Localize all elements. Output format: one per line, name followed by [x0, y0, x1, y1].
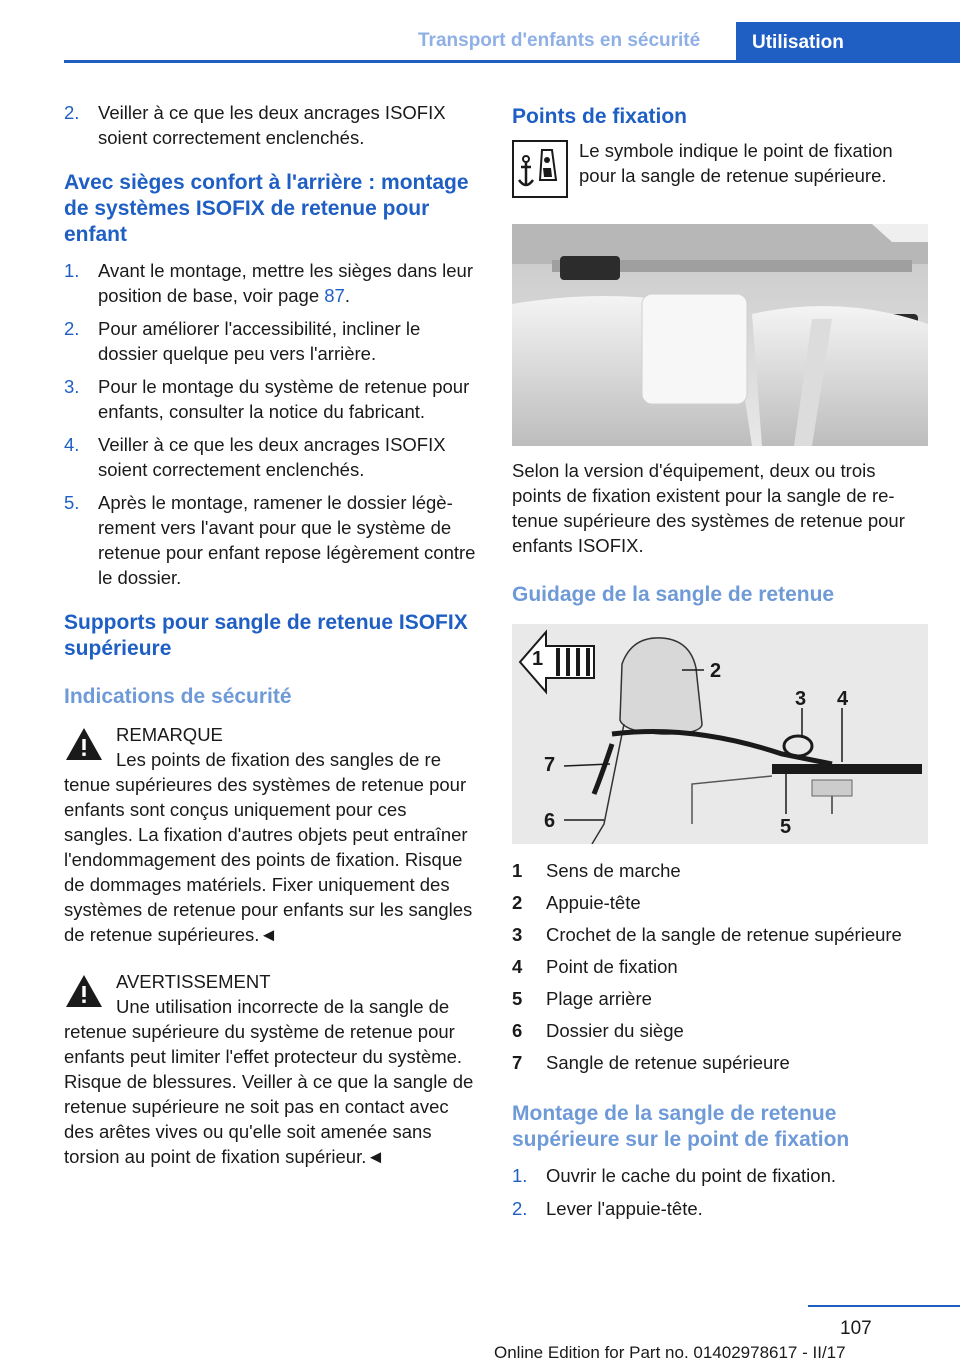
diagram-label-1: 1 [532, 648, 544, 670]
legend-text: Sangle de retenue supérieure [546, 1052, 790, 1073]
legend-item [512, 858, 928, 883]
heading-mounting-strap: Montage de la sangle de retenue supérieure sur le point de fixation [512, 1102, 850, 1151]
legend-text: Crochet de la sangle de retenue supérieure [546, 924, 902, 945]
list-text-end: . [344, 285, 350, 306]
legend-number: 4 [512, 956, 523, 977]
warning-triangle-icon [64, 973, 104, 1009]
heading-isofix-supports: Supports pour sangle de retenue ISOFIX supérieure [64, 611, 468, 660]
legend-item [512, 1050, 928, 1075]
diagram-label-6: 6 [544, 810, 556, 832]
footer-rule [808, 1305, 960, 1307]
header-section-title: Transport d'enfants en sécurité [418, 30, 701, 51]
list-number: 1. [64, 260, 80, 281]
symbol-row [512, 138, 928, 198]
notice-first-line: Les points de fixation des sangles de re [116, 749, 441, 770]
isofix-anchor-symbol-icon [512, 140, 568, 198]
list-number: 4. [64, 434, 80, 455]
notice-body: tenue supérieures des systèmes de retenue pour enfants sont conçus uniquement pour ces sangles. La fixation d'autres objets peut entraîner l'endommagement des points de fixation. Risque de dommages matériels. Fixer uniquement des systèmes de retenue pour enfants sur les sangles de retenue supérieures.◄ [64, 774, 473, 945]
list-text-main: Avant le montage, mettre les sièges dans leur position de base, voir page [98, 260, 474, 306]
list-item [64, 374, 480, 424]
page-link[interactable]: 87 [324, 285, 345, 306]
list-text [98, 258, 480, 308]
legend-number: 2 [512, 892, 523, 913]
header-chapter-tab[interactable]: Utilisation [736, 22, 960, 60]
diagram-label-7: 7 [544, 754, 556, 776]
list-item [64, 490, 480, 590]
list-number: 2. [64, 318, 80, 339]
right-column [512, 104, 928, 1229]
heading-strap-routing: Guidage de la sangle de retenue [512, 583, 835, 606]
legend-item [512, 1018, 928, 1043]
legend-item [512, 986, 928, 1011]
heading-safety: Indications de sécurité [64, 685, 292, 708]
list-number: 2. [64, 102, 80, 123]
list-text: Veiller à ce que les deux ancrages ISOFIX soient correctement enclenchés. [98, 434, 446, 480]
legend-number: 3 [512, 924, 523, 945]
list-item [64, 316, 480, 366]
rear-shelf-photo [512, 224, 928, 446]
diagram-label-3: 3 [795, 688, 807, 710]
list-item [512, 1163, 928, 1188]
strap-routing-diagram [512, 624, 928, 844]
legend-number: 5 [512, 988, 523, 1009]
legend-number: 7 [512, 1052, 523, 1073]
diagram-legend [512, 858, 928, 1075]
heading-comfort-seats: Avec sièges confort à l'arrière : montage de systèmes ISOFIX de retenue pour enfant [64, 171, 469, 246]
legend-text: Appuie-tête [546, 892, 641, 913]
left-column [64, 100, 480, 1169]
list-text: Pour améliorer l'accessibilité, incliner le dossier quelque peu vers l'arrière. [98, 318, 421, 364]
list-text: Veiller à ce que les deux ancrages ISOFIX soient correctement enclenchés. [98, 102, 446, 148]
strap-diagram-drawing [512, 624, 928, 844]
legend-text: Sens de marche [546, 860, 681, 881]
list-number: 3. [64, 376, 80, 397]
page-number: 107 [840, 1318, 872, 1339]
list-number: 1. [512, 1165, 528, 1186]
list-item [64, 432, 480, 482]
heading-anchor-points: Points de fixation [512, 105, 688, 128]
legend-number: 6 [512, 1020, 523, 1041]
edition-note: Online Edition for Part no. 01402978617 - II/17 [494, 1343, 846, 1362]
legend-item [512, 922, 928, 947]
diagram-label-2: 2 [710, 660, 722, 682]
anchor-points-description: Selon la version d'équipement, deux ou trois points de fixation existent pour la sangle de retenue supérieure des systèmes de retenue pour enfants ISOFIX. [512, 460, 905, 556]
diagram-label-5: 5 [780, 816, 792, 838]
list-text: Pour le montage du système de retenue pour enfants, consulter la notice du fabricant. [98, 376, 470, 422]
warning-first-line: Une utilisation incorrecte de la sangle de [116, 996, 450, 1017]
legend-number: 1 [512, 860, 523, 881]
diagram-label-4: 4 [837, 688, 849, 710]
legend-item [512, 890, 928, 915]
legend-text: Plage arrière [546, 988, 652, 1009]
list-item [64, 258, 480, 308]
warning-triangle-icon [64, 726, 104, 762]
list-text: Après le montage, ramener le dossier légèrement vers l'avant pour que le système de retenue pour enfant repose légèrement contre le dossier. [98, 492, 476, 588]
list-text: Ouvrir le cache du point de fixation. [546, 1165, 836, 1186]
warning-block [64, 969, 480, 1169]
legend-text: Dossier du siège [546, 1020, 684, 1041]
list-number: 2. [512, 1198, 528, 1219]
warning-title: AVERTISSEMENT [116, 971, 271, 992]
symbol-description: Le symbole indique le point de fixation pour la sangle de retenue supérieure. [579, 140, 893, 186]
legend-item [512, 954, 928, 979]
legend-text: Point de fixation [546, 956, 678, 977]
notice-title: REMARQUE [116, 724, 223, 745]
list-item [64, 100, 480, 150]
warning-body: retenue supérieure du système de retenue pour enfants peut limiter l'effet protecteur du système. Risque de blessures. Veiller à ce que la sangle de retenue supérieure ne soit pas en contact avec des arêtes vives ou qu'elle soit amenée sans torsion au point de fixation supérieur.◄ [64, 1021, 474, 1167]
notice-block [64, 722, 480, 947]
list-item [512, 1196, 928, 1221]
header-rule [64, 60, 960, 63]
list-text: Lever l'appuie-tête. [546, 1198, 703, 1219]
list-number: 5. [64, 492, 80, 513]
